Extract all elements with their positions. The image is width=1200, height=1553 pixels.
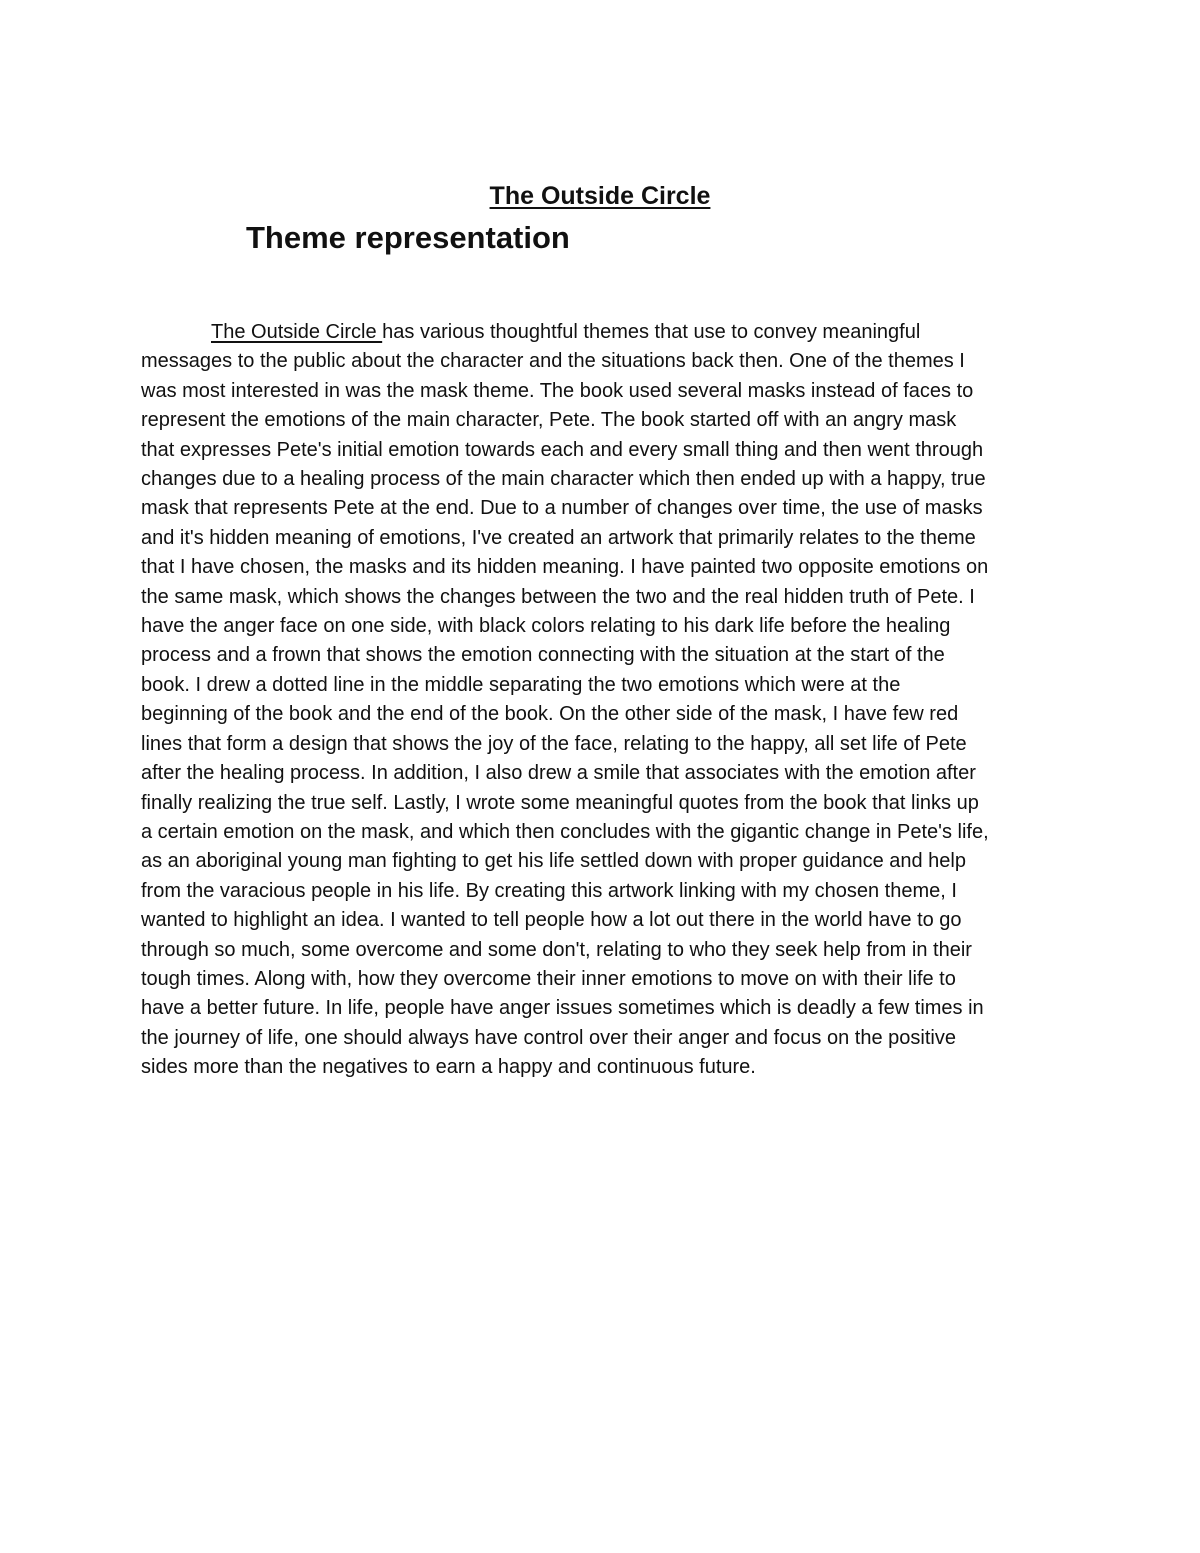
- paragraph-line: and it's hidden meaning of emotions, I've created an artwork that primarily relates to the theme: [141, 526, 976, 549]
- paragraph-line: a certain emotion on the mask, and which then concludes with the gigantic change in Pete's life,: [141, 820, 989, 843]
- paragraph-line: the same mask, which shows the changes between the two and the real hidden truth of Pete. I: [141, 585, 975, 608]
- paragraph-line: the journey of life, one should always have control over their anger and focus on the positive: [141, 1026, 956, 1049]
- paragraph-line: [141, 318, 1066, 347]
- paragraph-line: messages to the public about the character and the situations back then. One of the themes I: [141, 350, 965, 373]
- paragraph-line: was most interested in was the mask theme. The book used several masks instead of faces to: [141, 379, 974, 402]
- essay-paragraph: [141, 318, 1066, 1083]
- paragraph-line: from the varacious people in his life. By creating this artwork linking with my chosen theme, I: [141, 879, 957, 902]
- paragraph-line: tough times. Along with, how they overcome their inner emotions to move on with their life to: [141, 967, 956, 990]
- paragraph-line: have the anger face on one side, with black colors relating to his dark life before the healing: [141, 615, 951, 638]
- paragraph-line: beginning of the book and the end of the book. On the other side of the mask, I have few red: [141, 703, 959, 726]
- paragraph-line: that expresses Pete's initial emotion towards each and every small thing and then went through: [141, 438, 984, 461]
- paragraph-line: as an aboriginal young man fighting to get his life settled down with proper guidance and help: [141, 850, 966, 873]
- paragraph-line: represent the emotions of the main character, Pete. The book started off with an angry mask: [141, 409, 957, 432]
- page-title: The Outside Circle: [489, 182, 711, 210]
- paragraph-line: sides more than the negatives to earn a happy and continuous future.: [141, 1056, 756, 1079]
- paragraph-line: process and a frown that shows the emotion connecting with the situation at the start of the: [141, 644, 945, 667]
- paragraph-line-text: has various thoughtful themes that use to convey meaningful: [382, 321, 921, 343]
- paragraph-line: through so much, some overcome and some don't, relating to who they seek help from in their: [141, 938, 972, 961]
- paragraph-line: after the healing process. In addition, I also drew a smile that associates with the emotion after: [141, 762, 976, 785]
- paragraph-line: mask that represents Pete at the end. Due to a number of changes over time, the use of masks: [141, 497, 983, 520]
- paragraph-line: lines that form a design that shows the joy of the face, relating to the happy, all set life of Pete: [141, 732, 967, 755]
- paragraph-line: that I have chosen, the masks and its hidden meaning. I have painted two opposite emotions on: [141, 556, 989, 579]
- paragraph-line: changes due to a healing process of the main character which then ended up with a happy, true: [141, 468, 986, 491]
- paragraph-line: wanted to highlight an idea. I wanted to tell people how a lot out there in the world have to go: [141, 909, 962, 932]
- paragraph-line: finally realizing the true self. Lastly, I wrote some meaningful quotes from the book that links up: [141, 791, 979, 814]
- paragraph-line: have a better future. In life, people have anger issues sometimes which is deadly a few times in: [141, 997, 984, 1020]
- book-title-reference: The Outside Circle: [211, 321, 383, 343]
- paragraph-line: book. I drew a dotted line in the middle separating the two emotions which were at the: [141, 673, 901, 696]
- page-subtitle: Theme representation: [246, 220, 570, 255]
